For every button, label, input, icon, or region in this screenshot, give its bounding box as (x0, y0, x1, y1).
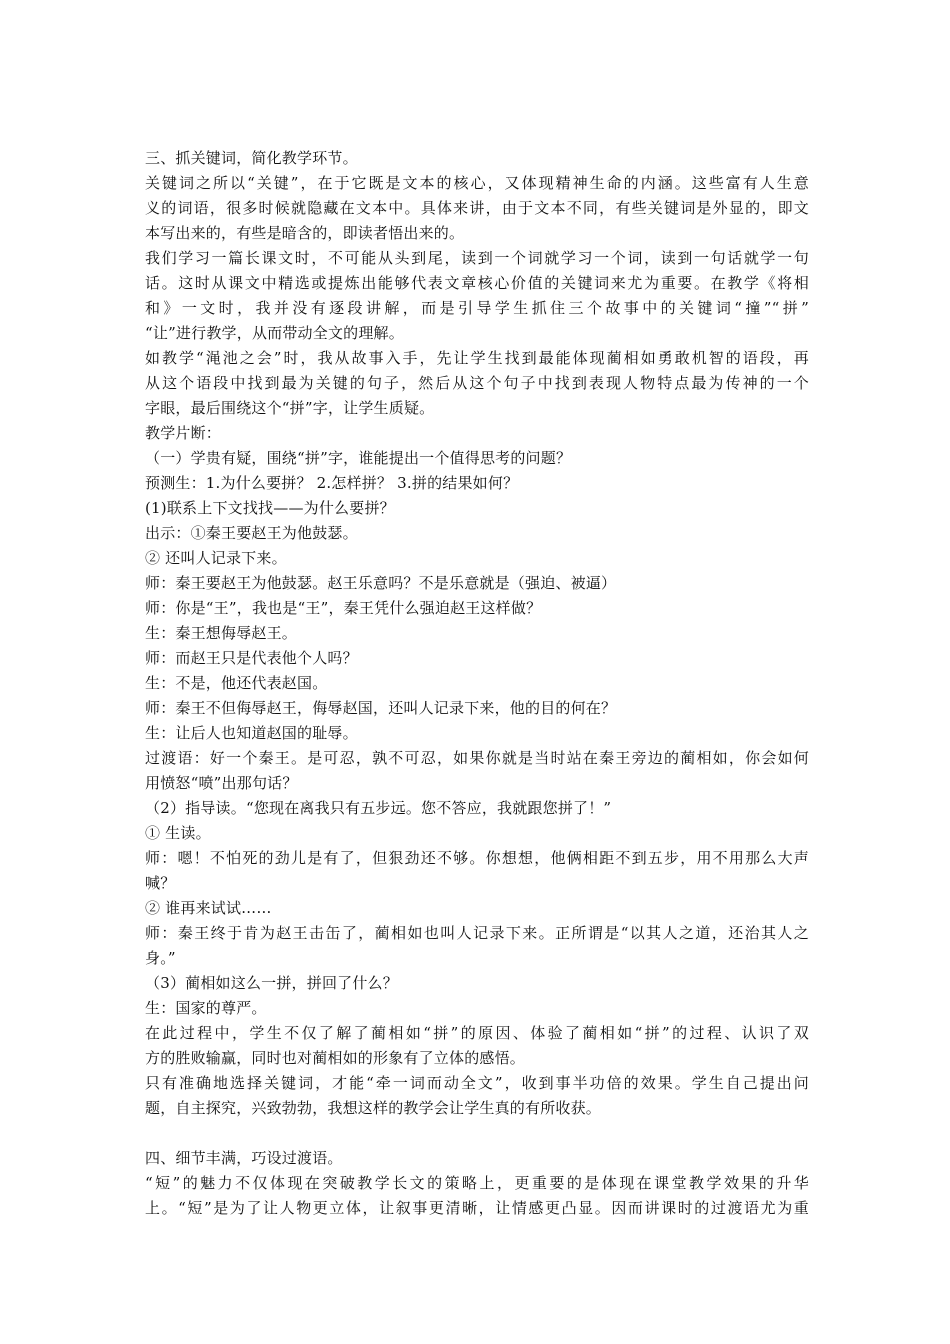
paragraph-line: 从这个语段中找到最为关键的句子，然后从这个句子中找到表现人物特点最为传神的一个 (145, 374, 809, 392)
paragraph-line: 预测生：1.为什么要拼？ 2.怎样拼？ 3.拼的结果如何？ (145, 474, 519, 492)
paragraph-line: ① 生读。 (145, 824, 211, 842)
paragraph-line: 师：秦王要赵王为他鼓瑟。赵王乐意吗？不是乐意就是（强迫、被逼） (145, 574, 617, 592)
paragraph-line: 只有准确地选择关键词，才能“牵一词而动全文”，收到事半功倍的效果。学生自己提出问 (145, 1074, 809, 1092)
paragraph-line: 和》一文时，我并没有逐段讲解，而是引导学生抓住三个故事中的关键词“撞”“拼” (145, 299, 809, 317)
paragraph-line: 如教学“渑池之会”时，我从故事入手，先让学生找到最能体现蔺相如勇敢机智的语段，再 (145, 349, 809, 367)
paragraph-line: （2）指导读。“您现在离我只有五步远。您不答应，我就跟您拼了！” (145, 799, 612, 817)
blank-line (145, 1121, 809, 1146)
paragraph-line: “让”进行教学，从而带动全文的理解。 (145, 324, 404, 342)
paragraph-line: 生：秦王想侮辱赵王。 (145, 624, 298, 642)
paragraph-line: （3）蔺相如这么一拼，拼回了什么？ (145, 974, 398, 992)
paragraph-line: 在此过程中，学生不仅了解了蔺相如“拼”的原因、体验了蔺相如“拼”的过程、认识了双 (145, 1024, 809, 1042)
paragraph-line: 生：让后人也知道赵国的耻辱。 (145, 724, 358, 742)
paragraph-line: （一）学贵有疑，围绕“拼”字，谁能提出一个值得思考的问题？ (145, 449, 572, 467)
paragraph-line: 本写出来的，有些是暗含的，即读者悟出来的。 (145, 224, 465, 242)
paragraph-line: 教学片断： (145, 424, 222, 442)
paragraph-line: 师：秦王终于肯为赵王击缶了，蔺相如也叫人记录下来。正所谓是“以其人之道，还治其人之 (145, 924, 809, 942)
section-heading: 四、细节丰满，巧设过渡语。 (145, 1149, 343, 1167)
paragraph-line: 师：你是“王”，我也是“王”，秦王凭什么强迫赵王这样做？ (145, 599, 542, 617)
document-body (145, 146, 809, 1221)
paragraph-line: ② 谁再来试试…… (145, 899, 272, 917)
paragraph-line: 生：国家的尊严。 (145, 999, 267, 1017)
paragraph-line: 题，自主探究，兴致勃勃，我想这样的教学会让学生真的有所收获。 (145, 1099, 602, 1117)
paragraph-line: 师：而赵王只是代表他个人吗？ (145, 649, 358, 667)
paragraph-line: 师：秦王不但侮辱赵王，侮辱赵国，还叫人记录下来，他的目的何在？ (145, 699, 617, 717)
paragraph-line: (1)联系上下文找找——为什么要拼？ (145, 499, 395, 517)
paragraph-line: 生：不是，他还代表赵国。 (145, 674, 328, 692)
paragraph-line: 义的词语，很多时候就隐藏在文本中。具体来讲，由于文本不同，有些关键词是外显的，即文 (145, 199, 809, 217)
paragraph-line: 字眼，最后围绕这个“拼”字，让学生质疑。 (145, 399, 435, 417)
paragraph-line: 关键词之所以“关键”，在于它既是文本的核心，又体现精神生命的内涵。这些富有人生意 (145, 174, 809, 192)
paragraph-line: ② 还叫人记录下来。 (145, 549, 287, 567)
paragraph-line: 师：嗯！不怕死的劲儿是有了，但狠劲还不够。你想想，他俩相距不到五步，用不用那么大声 (145, 849, 809, 867)
paragraph-line: 过渡语：好一个秦王。是可忍，孰不可忍，如果你就是当时站在秦王旁边的蔺相如，你会如何 (145, 749, 809, 767)
paragraph-line: 喊？ (145, 874, 176, 892)
section-heading: 三、抓关键词，简化教学环节。 (145, 149, 358, 167)
paragraph-line: 上。“短”是为了让人物更立体，让叙事更清晰，让情感更凸显。因而讲课时的过渡语尤为重 (145, 1199, 809, 1217)
paragraph-line: 出示：①秦王要赵王为他鼓瑟。 (145, 524, 358, 542)
paragraph-line: 身。” (145, 949, 176, 967)
paragraph-line: “短”的魅力不仅体现在突破教学长文的策略上，更重要的是体现在课堂教学效果的升华 (145, 1174, 809, 1192)
paragraph-line: 话。这时从课文中精选或提炼出能够代表文章核心价值的关键词来尤为重要。在教学《将相 (145, 274, 809, 292)
paragraph-line: 用愤怒“喷”出那句话？ (145, 774, 298, 792)
paragraph-line: 方的胜败输赢，同时也对蔺相如的形象有了立体的感悟。 (145, 1049, 526, 1067)
paragraph-line: 我们学习一篇长课文时，不可能从头到尾，读到一个词就学习一个词，读到一句话就学一句 (145, 249, 809, 267)
